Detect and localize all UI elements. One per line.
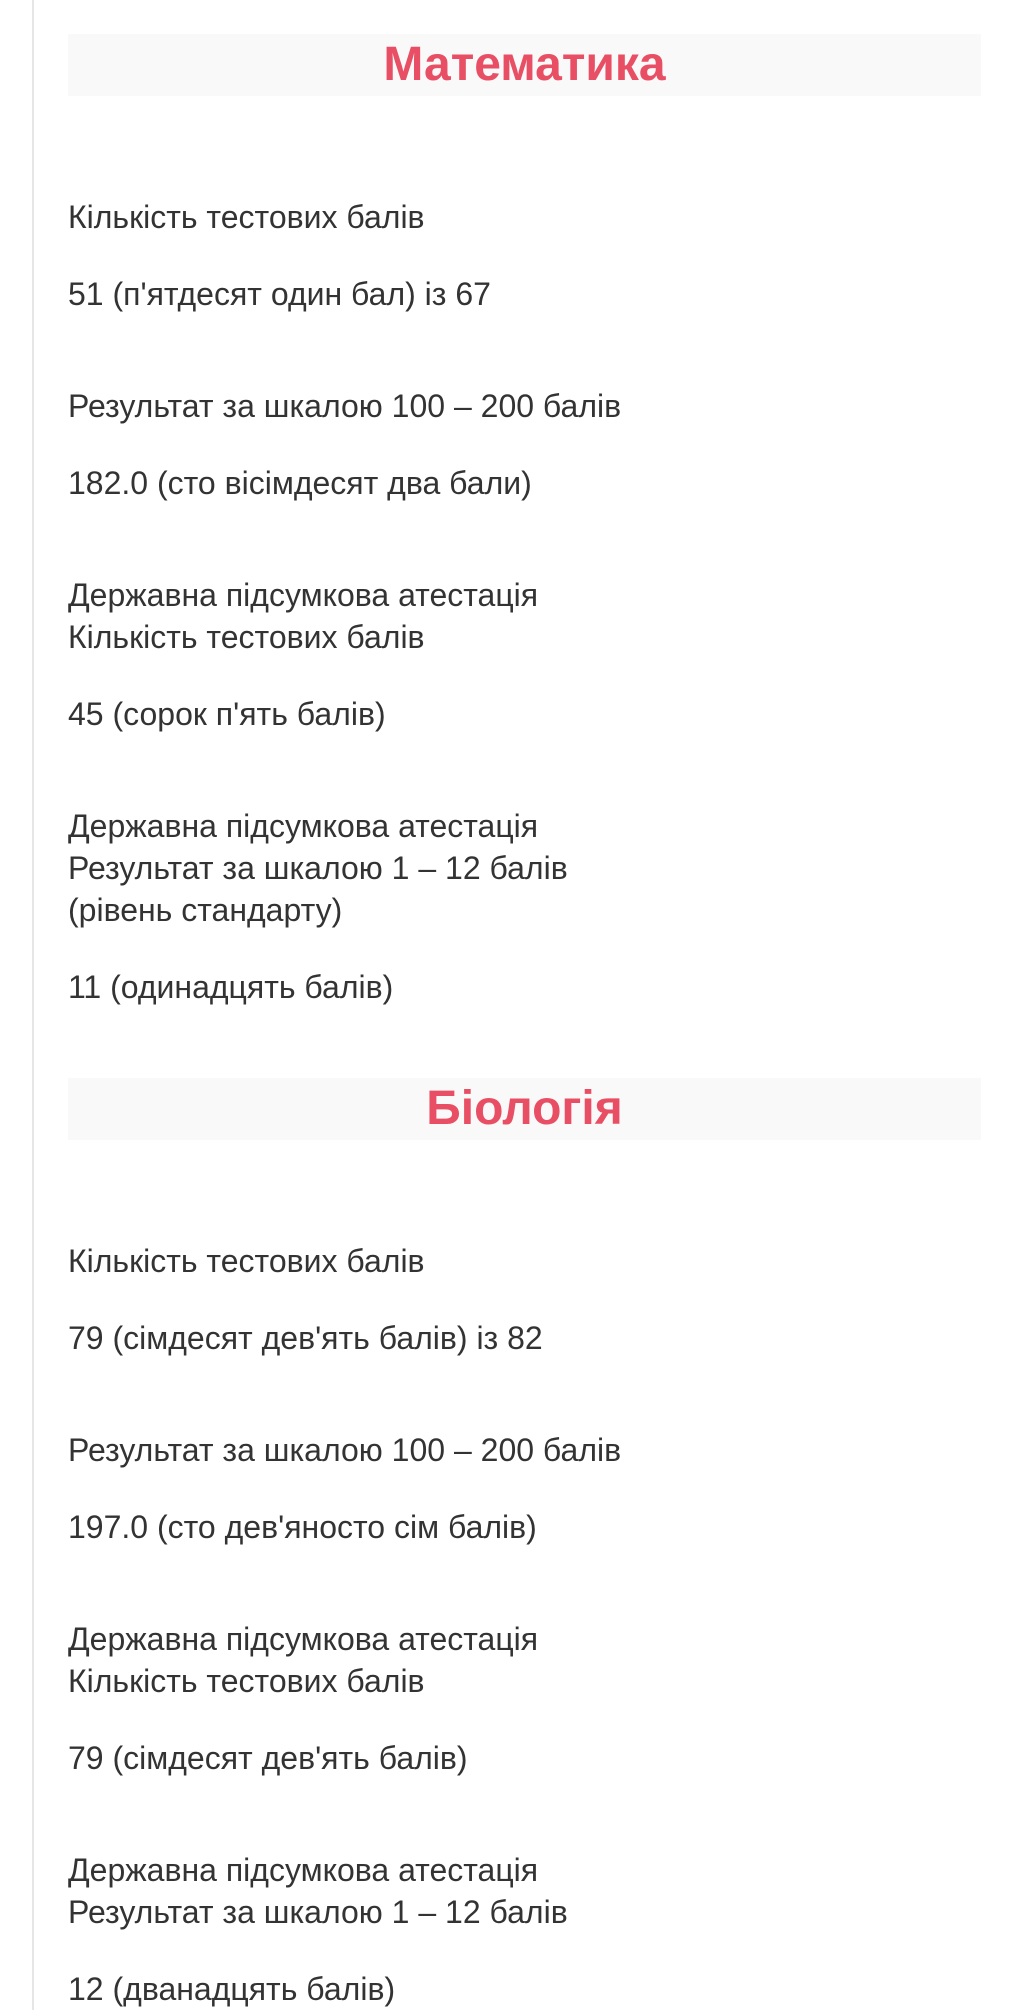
result-label: Державна підсумкова атестація Кількість тестових балів — [68, 577, 539, 655]
result-value: 182.0 (сто вісімдесят два бали) — [68, 465, 532, 501]
result-value: 12 (дванадцять балів) — [68, 1971, 396, 2007]
result-label: Результат за шкалою 100 – 200 балів — [68, 1432, 622, 1468]
result-label: Результат за шкалою 100 – 200 балів — [68, 388, 622, 424]
result-row — [68, 1240, 981, 1359]
result-value: 197.0 (сто дев'яносто сім балів) — [68, 1509, 537, 1545]
result-row — [68, 574, 981, 735]
result-label: Державна підсумкова атестація Результат за шкалою 1 – 12 балів (рівень стандарту) — [68, 808, 568, 928]
result-row — [68, 385, 981, 504]
results-content — [68, 34, 981, 2010]
result-label: Державна підсумкова атестація Кількість тестових балів — [68, 1621, 539, 1699]
result-row — [68, 1618, 981, 1779]
result-label: Кількість тестових балів — [68, 1243, 425, 1279]
result-label: Державна підсумкова атестація Результат за шкалою 1 – 12 балів — [68, 1852, 568, 1930]
result-label: Кількість тестових балів — [68, 199, 425, 235]
result-row — [68, 1849, 981, 2010]
left-border-rule — [32, 0, 34, 2010]
subject-title-biology: Біологія — [68, 1078, 981, 1140]
result-value: 51 (п'ятдесят один бал) із 67 — [68, 276, 491, 312]
result-row — [68, 805, 981, 1008]
result-row — [68, 196, 981, 315]
result-value: 11 (одинадцять балів) — [68, 969, 394, 1005]
result-value: 45 (сорок п'ять балів) — [68, 696, 386, 732]
result-value: 79 (сімдесят дев'ять балів) із 82 — [68, 1320, 543, 1356]
result-value: 79 (сімдесят дев'ять балів) — [68, 1740, 468, 1776]
subject-title-math: Математика — [68, 34, 981, 96]
result-row — [68, 1429, 981, 1548]
